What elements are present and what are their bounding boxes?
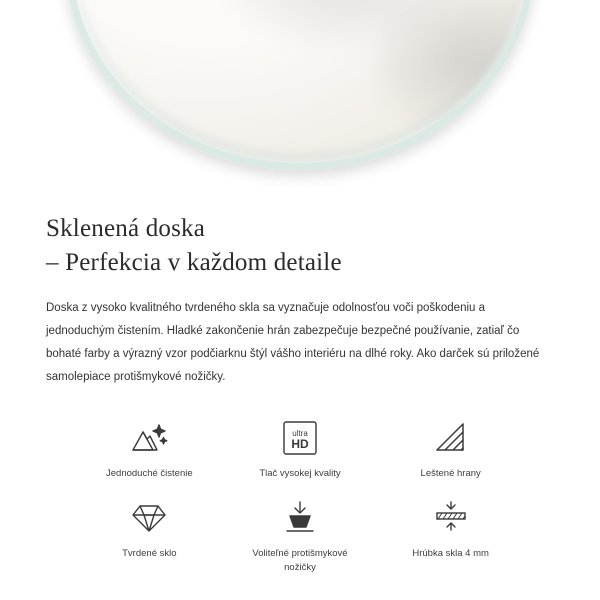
easy-cleaning-icon — [126, 415, 172, 461]
board-surface — [72, 0, 528, 163]
polished-edges-icon — [428, 415, 474, 461]
headline-line-2: – Perfekcia v každom detaile — [46, 248, 342, 276]
anti-slip-feet-icon — [277, 495, 323, 541]
tempered-glass-icon — [126, 495, 172, 541]
feature-item — [225, 415, 376, 481]
hero-image — [0, 0, 600, 190]
description-text — [46, 297, 554, 389]
page-title — [46, 212, 554, 279]
text-content — [0, 212, 600, 574]
headline-line-1: Sklenená doska — [46, 215, 206, 242]
feature-label: Hrúbka skla 4 mm — [412, 547, 489, 559]
feature-label: Leštené hrany — [420, 468, 481, 479]
glass-board-illustration — [65, 0, 535, 170]
svg-text:HD: HD — [291, 437, 309, 451]
feature-item — [375, 495, 526, 575]
gold-veins-icon — [72, 0, 528, 163]
description-paragraph: Doska z vysoko kvalitného tvrdeného skla sa vyznačuje odolnosťou voči poškodeniu a jednoduchým čistením. Hladké zakončenie hrán zabezpečuje bezpečné používanie, zatiaľ čo bohaté farby a výrazný vzor podčiarknu štýl vášho interiéru na dlhé roky. Ako darček sú priložené samolepiace protišmykové nožičky. — [46, 302, 540, 383]
feature-label: Tvrdené sklo — [122, 547, 177, 559]
feature-grid — [46, 415, 554, 574]
feature-label: Voliteľné protišmykové nožičky — [252, 547, 348, 573]
feature-item — [74, 415, 225, 481]
feature-item — [74, 495, 225, 575]
ultra-hd-print-icon — [277, 415, 323, 461]
svg-text:ultra: ultra — [292, 429, 308, 438]
feature-label: Tlač vysokej kvality — [259, 468, 341, 479]
marble-smudge — [222, 0, 452, 47]
feature-label: Jednoduché čistenie — [106, 468, 193, 479]
feature-item — [375, 415, 526, 481]
feature-item — [225, 495, 376, 575]
glass-thickness-icon — [428, 495, 474, 541]
